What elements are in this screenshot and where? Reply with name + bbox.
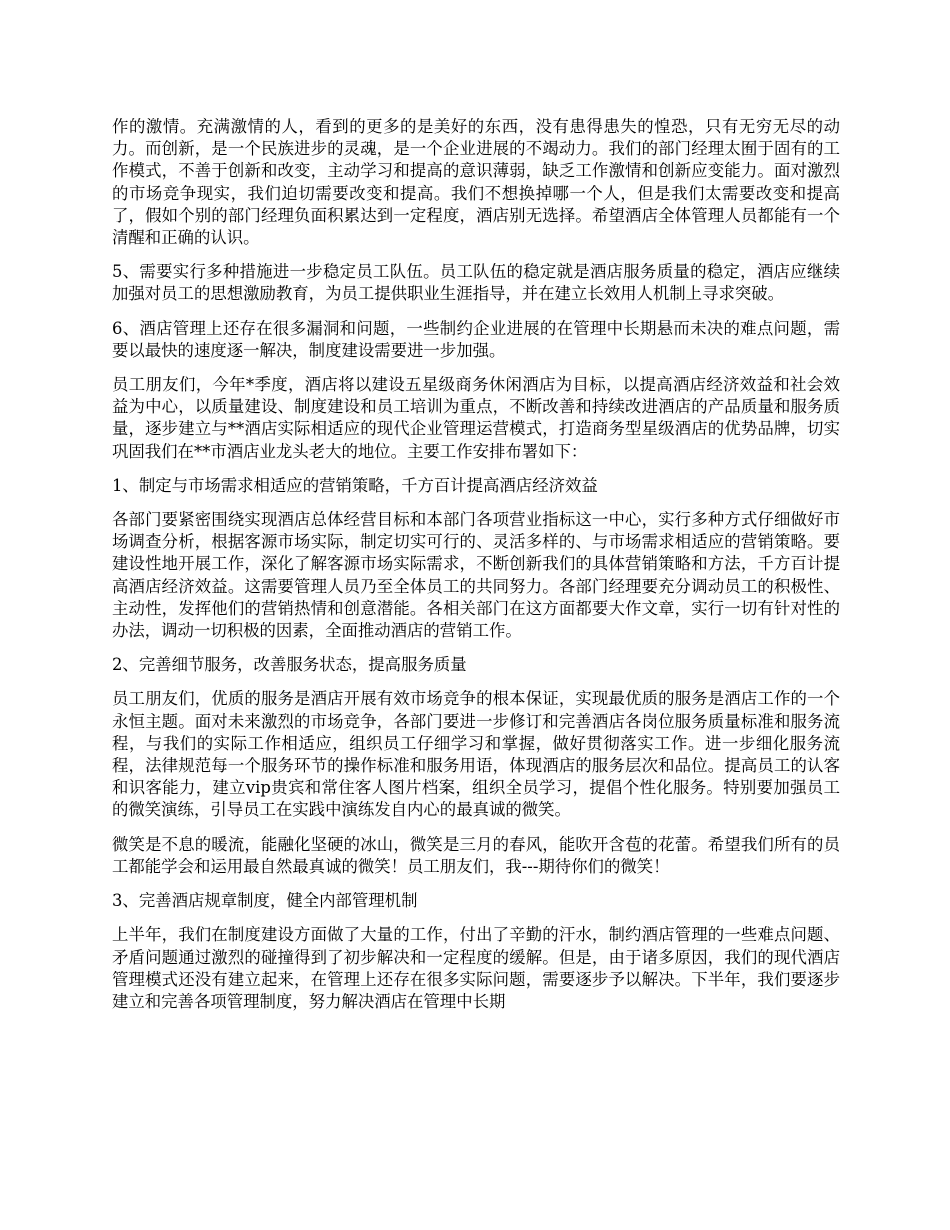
paragraph-item-6: 6、酒店管理上还存在很多漏洞和问题，一些制约企业进展的在管理中长期悬而未决的难点问题，需要以最快的速度逐一解决，制度建设需要进一步加强。	[112, 318, 840, 360]
paragraph-work-plan: 员工朋友们，今年*季度，酒店将以建设五星级商务休闲酒店为目标，以提高酒店经济效益和社会效益为中心，以质量建设、制度建设和员工培训为重点，不断改善和持续改进酒店的产品质量和服务质量，逐步建立与**酒店实际相适应的现代企业管理运营模式，打造商务型星级酒店的优势品牌，切实巩固我们在**市酒店业龙头老大的地位。主要工作安排布署如下：	[112, 375, 840, 461]
section-heading-3: 3、完善酒店规章制度，健全内部管理机制	[112, 891, 418, 911]
paragraph-intro-continuation: 作的激情。充满激情的人，看到的更多的是美好的东西，没有患得患失的惶恐，只有无穷无尽的动力。而创新，是一个民族进步的灵魂，是一个企业进展的不竭动力。我们的部门经理太囿于固有的工作模式，不善于创新和改变，主动学习和提高的意识薄弱，缺乏工作激情和创新应变能力。面对激烈的市场竞争现实，我们迫切需要改变和提高。我们不想换掉哪一个人，但是我们太需要改变和提高了，假如个别的部门经理负面积累达到一定程度，酒店别无选择。希望酒店全体管理人员都能有一个清醒和正确的认识。	[112, 117, 840, 248]
section-heading-2: 2、完善细节服务，改善服务状态，提高服务质量	[112, 655, 467, 675]
section-heading-1: 1、制定与市场需求相适应的营销策略，千方百计提高酒店经济效益	[112, 475, 598, 495]
paragraph-regulations: 上半年，我们在制度建设方面做了大量的工作，付出了辛勤的汗水，制约酒店管理的一些难点问题、矛盾问题通过激烈的碰撞得到了初步解决和一定程度的缓解。但是，由于诸多原因，我们的现代酒店管理模式还没有建立起来，在管理上还存在很多实际问题，需要逐步予以解决。下半年，我们要逐步建立和完善各项管理制度，努力解决酒店在管理中长期	[112, 925, 840, 1011]
paragraph-marketing: 各部门要紧密围绕实现酒店总体经营目标和本部门各项营业指标这一中心，实行多种方式仔细做好市场调查分析，根据客源市场实际，制定切实可行的、灵活多样的、与市场需求相适应的营销策略。要建设性地开展工作，深化了解客源市场实际需求，不断创新我们的具体营销策略和方法，千方百计提高酒店经济效益。这需要管理人员乃至全体员工的共同努力。各部门经理要充分调动员工的积极性、主动性，发挥他们的营销热情和创意潜能。各相关部门在这方面都要大作文章，实行一切有针对性的办法，调动一切积极的因素，全面推动酒店的营销工作。	[112, 510, 840, 641]
paragraph-item-5: 5、需要实行多种措施进一步稳定员工队伍。员工队伍的稳定就是酒店服务质量的稳定，酒店应继续加强对员工的思想激励教育，为员工提供职业生涯指导，并在建立长效用人机制上寻求突破。	[112, 262, 840, 304]
paragraph-smile: 微笑是不息的暖流，能融化坚硬的冰山，微笑是三月的春风，能吹开含苞的花蕾。希望我们所有的员工都能学会和运用最自然最真诚的微笑！员工朋友们，我---期待你们的微笑！	[112, 834, 840, 876]
paragraph-service: 员工朋友们，优质的服务是酒店开展有效市场竞争的根本保证，实现最优质的服务是酒店工作的一个永恒主题。面对未来激烈的市场竞争，各部门要进一步修订和完善酒店各岗位服务质量标准和服务流程，与我们的实际工作相适应，组织员工仔细学习和掌握，做好贯彻落实工作。进一步细化服务流程，法律规范每一个服务环节的操作标准和服务用语，体现酒店的服务层次和品位。提高员工的认客和识客能力，建立vip贵宾和常住客人图片档案，组织全员学习，提倡个性化服务。特别要加强员工的微笑演练，引导员工在实践中演练发自内心的最真诚的微笑。	[112, 689, 840, 820]
document-page	[112, 116, 840, 1025]
